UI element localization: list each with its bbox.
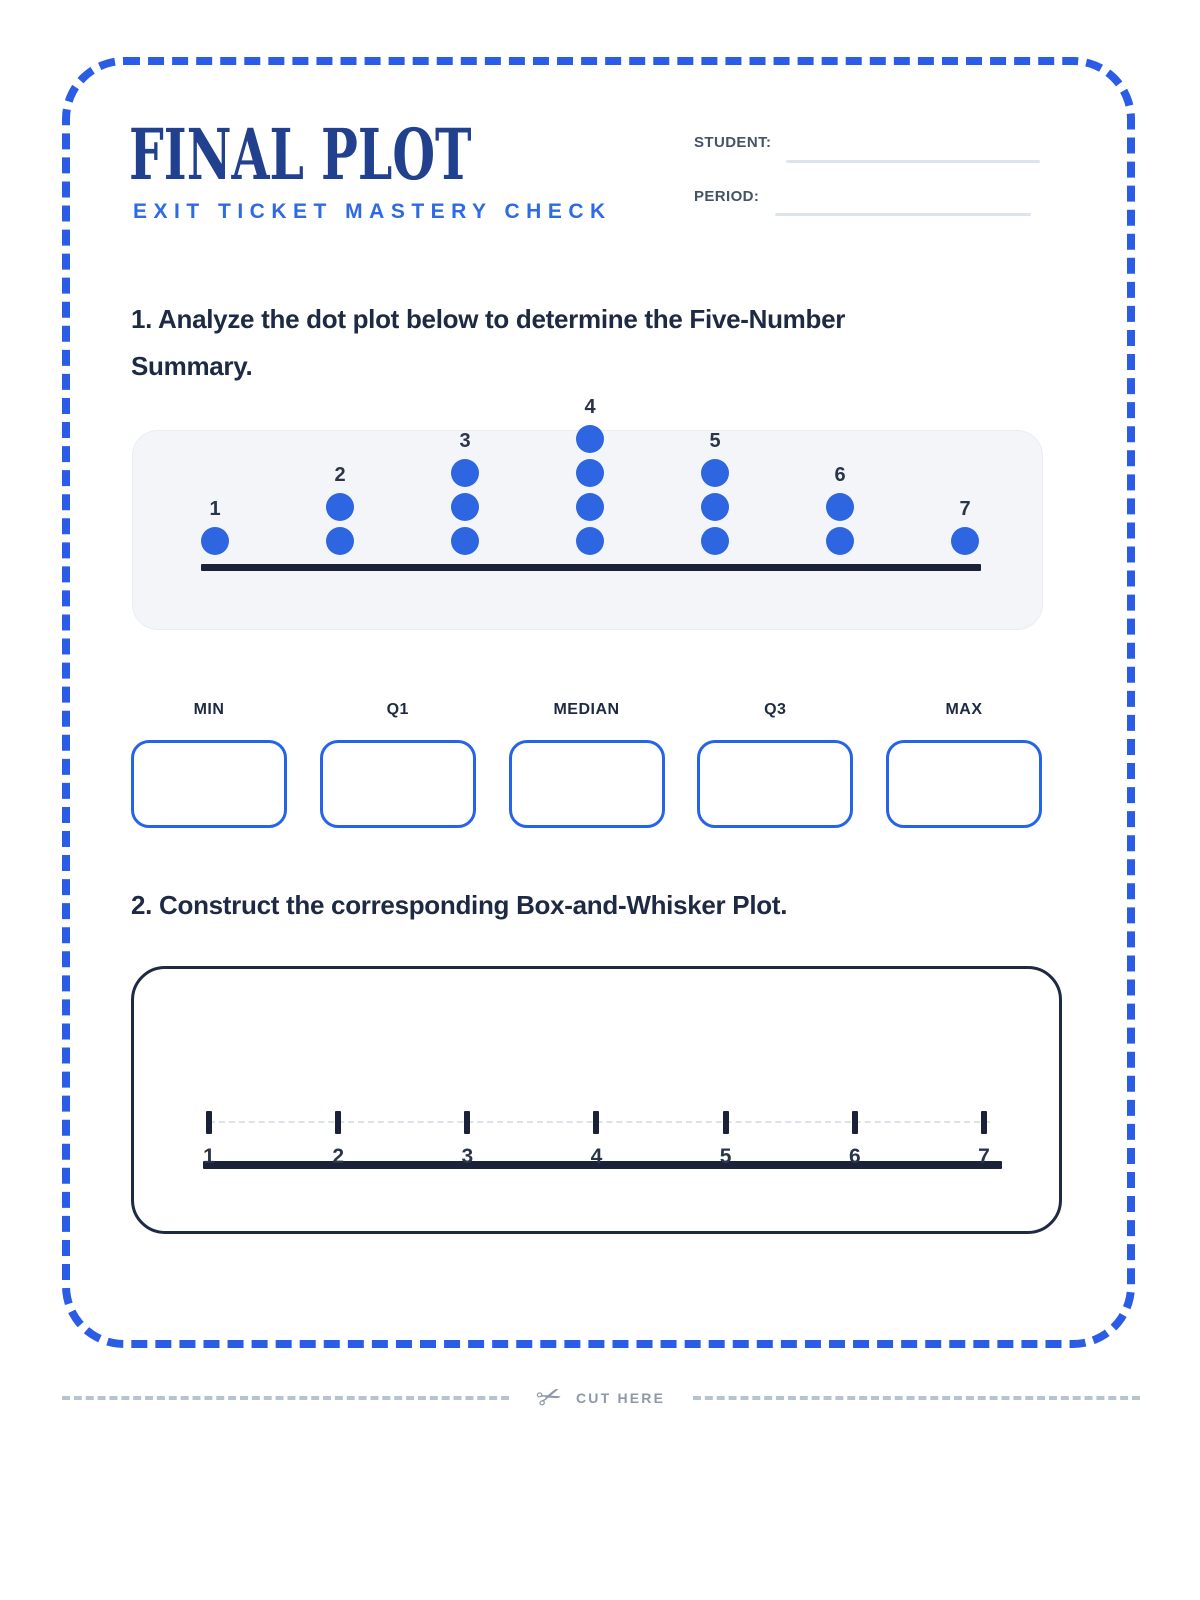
dot-column-6 xyxy=(826,465,854,555)
five-number-summary xyxy=(131,700,1042,828)
data-dot xyxy=(701,493,729,521)
box-whisker-canvas[interactable] xyxy=(131,966,1062,1234)
dot-plot-columns xyxy=(201,397,979,555)
dot-column-3 xyxy=(451,431,479,555)
data-dot xyxy=(576,527,604,555)
data-dot xyxy=(326,493,354,521)
question-1-line1: 1. Analyze the dot plot below to determine the Five-Number xyxy=(131,304,846,334)
median-label: MEDIAN xyxy=(553,701,620,718)
cut-dash-left xyxy=(62,1396,509,1400)
data-dot xyxy=(576,493,604,521)
dot-column-4 xyxy=(576,397,604,555)
dot-column-label: 5 xyxy=(709,430,721,452)
data-dot xyxy=(701,459,729,487)
dot-column-label: 1 xyxy=(209,498,221,520)
dot-column-label: 7 xyxy=(959,498,971,520)
max-answer-box[interactable] xyxy=(886,740,1042,828)
student-input-line[interactable] xyxy=(786,160,1040,163)
dot-column-5 xyxy=(701,431,729,555)
summary-cell-min xyxy=(131,700,287,828)
number-line-tick-7 xyxy=(981,1111,987,1134)
page-title: FINAL PLOT xyxy=(129,113,472,196)
cut-here-strip xyxy=(62,1376,1140,1419)
number-line-ticks xyxy=(206,1111,987,1134)
number-line-number-3: 3 xyxy=(461,1145,474,1168)
data-dot xyxy=(826,527,854,555)
dot-plot xyxy=(132,396,1043,630)
number-line-number-1: 1 xyxy=(203,1145,215,1168)
data-dot xyxy=(576,425,604,453)
number-line-tick-3 xyxy=(464,1111,470,1134)
data-dot xyxy=(826,493,854,521)
question-2-text: 2. Construct the corresponding Box-and-Whisker Plot. xyxy=(131,890,788,920)
dot-column-label: 6 xyxy=(834,464,846,486)
q3-answer-box[interactable] xyxy=(697,740,853,828)
dot-plot-axis-line xyxy=(201,564,981,571)
number-line-number-2: 2 xyxy=(332,1145,344,1168)
data-dot xyxy=(451,527,479,555)
data-dot xyxy=(451,493,479,521)
question-1-line2: Summary. xyxy=(131,351,253,381)
number-line-number-5: 5 xyxy=(719,1145,732,1168)
data-dot xyxy=(326,527,354,555)
period-label: PERIOD: xyxy=(694,188,760,205)
dot-column-1 xyxy=(201,499,229,555)
dot-column-label: 3 xyxy=(459,430,471,452)
number-line-tick-4 xyxy=(593,1111,599,1134)
summary-cell-q3 xyxy=(697,700,853,828)
question-1-text xyxy=(131,296,845,390)
dot-column-7 xyxy=(951,499,979,555)
q3-label: Q3 xyxy=(764,701,787,718)
number-line-number-7: 7 xyxy=(978,1145,990,1168)
number-line-tick-2 xyxy=(335,1111,341,1134)
cut-here-label: CUT HERE xyxy=(575,1390,666,1406)
cut-dash-right xyxy=(693,1396,1140,1400)
number-line-tick-5 xyxy=(723,1111,729,1134)
q1-label: Q1 xyxy=(386,701,409,718)
dot-column-label: 4 xyxy=(584,396,596,418)
data-dot xyxy=(951,527,979,555)
data-dot xyxy=(701,527,729,555)
number-line-number-4: 4 xyxy=(590,1145,603,1168)
number-line-number-6: 6 xyxy=(848,1145,861,1168)
scissors-icon: ✂ xyxy=(531,1376,567,1419)
data-dot xyxy=(451,459,479,487)
q1-answer-box[interactable] xyxy=(320,740,476,828)
student-label: STUDENT: xyxy=(694,134,772,151)
page-subtitle: EXIT TICKET MASTERY CHECK xyxy=(133,200,612,223)
min-label: MIN xyxy=(193,701,225,718)
median-answer-box[interactable] xyxy=(509,740,665,828)
data-dot xyxy=(576,459,604,487)
period-input-line[interactable] xyxy=(775,213,1031,216)
min-answer-box[interactable] xyxy=(131,740,287,828)
number-line-tick-6 xyxy=(852,1111,858,1134)
data-dot xyxy=(201,527,229,555)
number-line-labels xyxy=(195,1146,998,1167)
number-line-tick-1 xyxy=(206,1111,212,1134)
dot-column-label: 2 xyxy=(334,464,346,486)
summary-cell-median xyxy=(509,700,665,828)
summary-cell-max xyxy=(886,700,1042,828)
max-label: MAX xyxy=(945,701,983,718)
summary-cell-q1 xyxy=(320,700,476,828)
dot-column-2 xyxy=(326,465,354,555)
